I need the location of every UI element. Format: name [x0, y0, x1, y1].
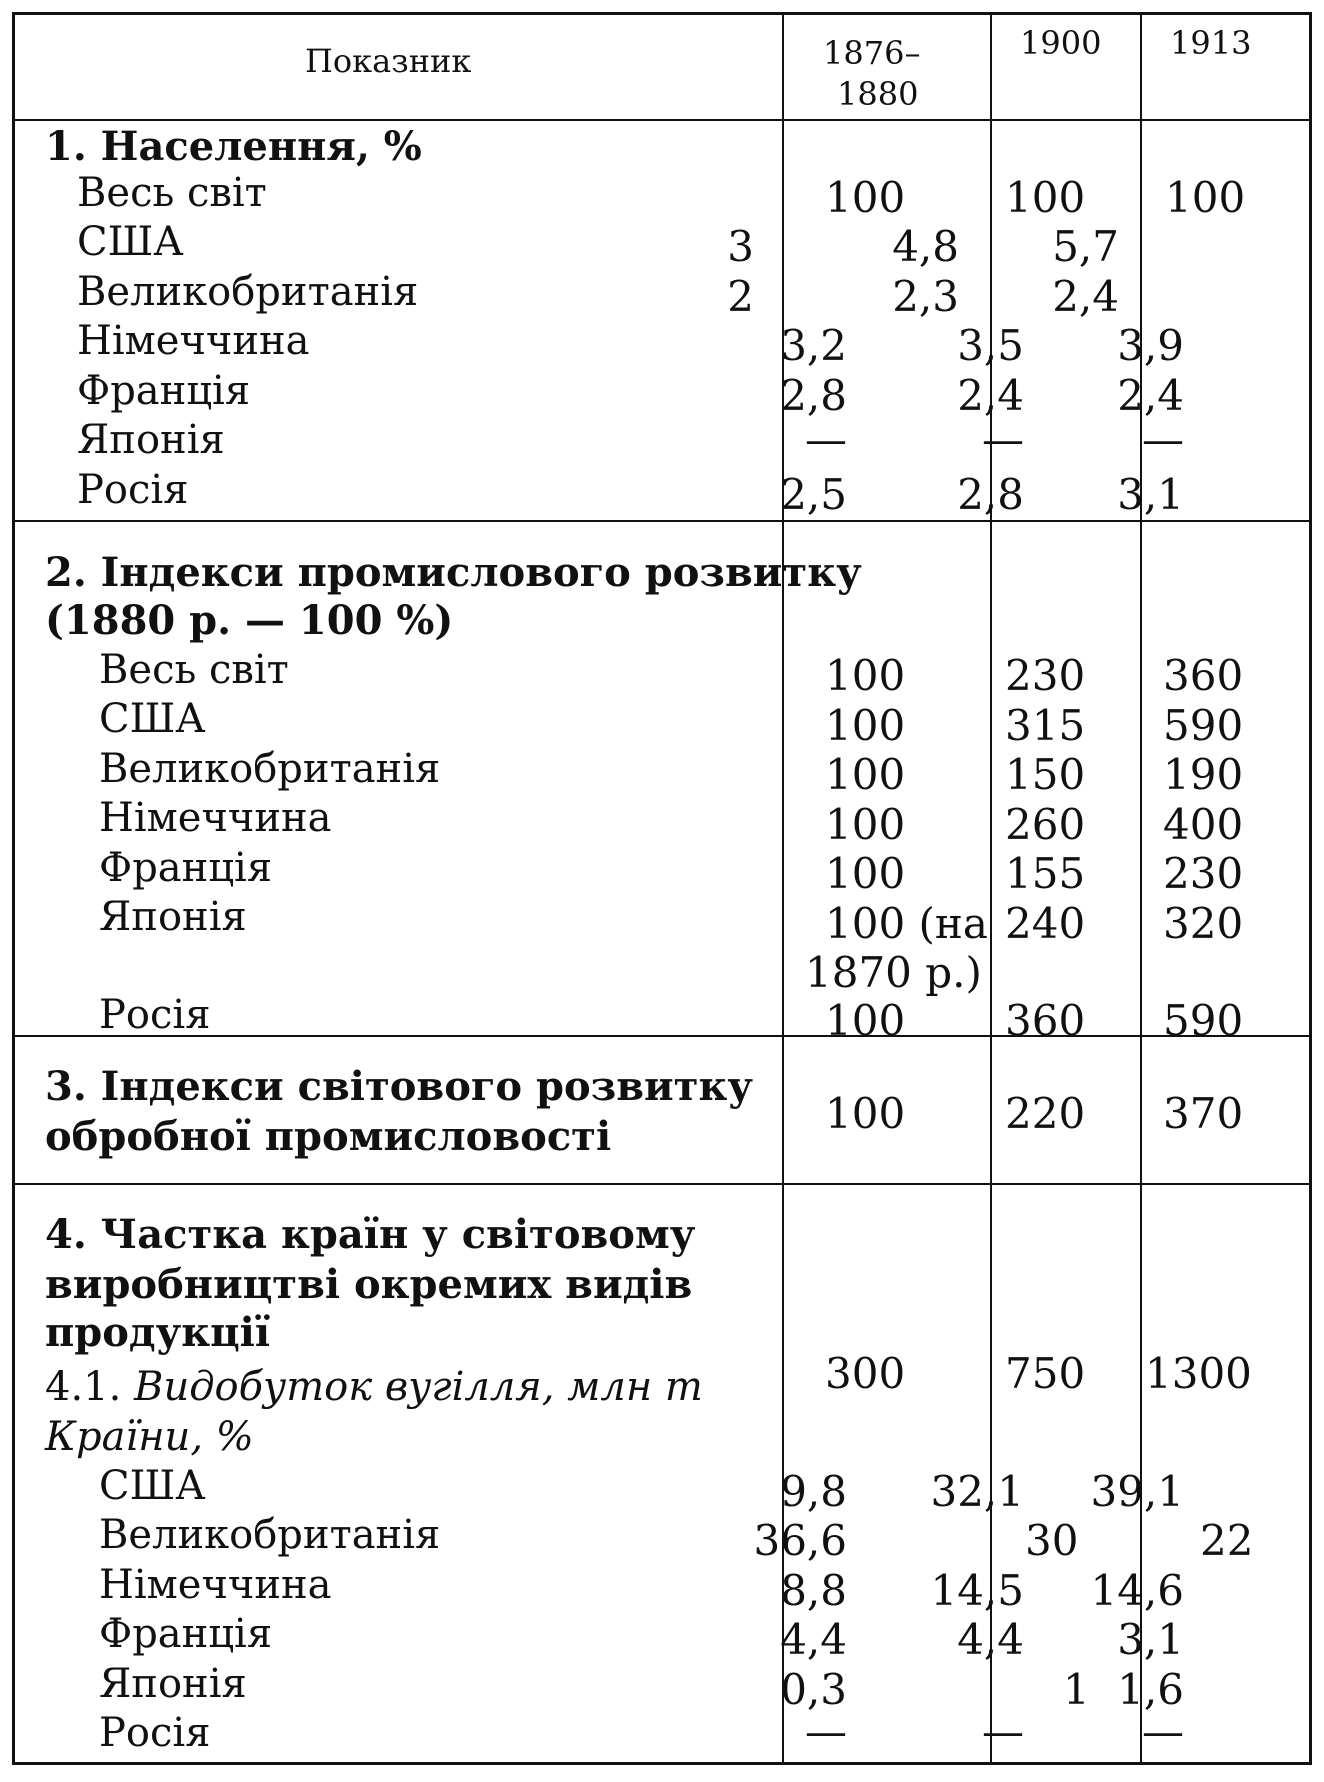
header-indicator: Показник: [305, 42, 472, 80]
row-label: Великобританія: [77, 269, 419, 315]
section-population-title: 1. Населення, %: [45, 123, 422, 170]
row-label: Росія: [77, 467, 189, 513]
row-label: Японія: [77, 417, 225, 463]
coal-prefix: 4.1.: [45, 1364, 135, 1410]
cell-value: 230: [1163, 849, 1244, 898]
cell-value: 1300: [1145, 1349, 1252, 1398]
cell-value: 32,1: [930, 1467, 1024, 1516]
row-label: Франція: [99, 1611, 273, 1657]
section-divider-3: [15, 1183, 1309, 1185]
cell-value: 4,4: [780, 1615, 847, 1664]
cell-value: 3,1: [1117, 470, 1184, 519]
cell-value: 320: [1163, 899, 1244, 948]
cell-value: 400: [1163, 800, 1244, 849]
cell-value: 370: [1163, 1089, 1244, 1138]
cell-value: 2,3: [892, 272, 959, 321]
cell-value: 14,6: [1090, 1566, 1184, 1615]
header-divider: [15, 119, 1309, 121]
row-label: Великобританія: [99, 1512, 441, 1558]
cell-value: 1: [1063, 1665, 1090, 1714]
cell-value: 300: [825, 1349, 906, 1398]
row-label: США: [77, 219, 184, 265]
row-label: Весь світ: [99, 647, 289, 693]
cell-value: —: [1142, 1707, 1184, 1756]
row-label: США: [99, 696, 206, 742]
coal-label: Видобуток вугілля, млн т: [134, 1364, 703, 1410]
cell-value: 3,5: [957, 321, 1024, 370]
row-label: Весь світ: [77, 170, 267, 216]
cell-value: 1870 р.): [805, 948, 982, 997]
cell-value: 100: [825, 651, 906, 700]
cell-value: 4,4: [957, 1615, 1024, 1664]
cell-value: —: [805, 415, 847, 464]
cell-value: 315: [1005, 701, 1086, 750]
cell-value: 100: [825, 750, 906, 799]
section-divider-1: [15, 520, 1309, 522]
cell-value: 3,9: [1117, 321, 1184, 370]
cell-value: 3,1: [1117, 1615, 1184, 1664]
cell-value: 30: [1025, 1516, 1079, 1565]
section-industrial-subtitle: (1880 р. — 100 %): [45, 597, 454, 644]
cell-value: 2,4: [1052, 272, 1119, 321]
cell-value: 100: [1005, 173, 1086, 222]
cell-value: 9,8: [780, 1467, 847, 1516]
countries-label: Країни, %: [45, 1414, 254, 1460]
row-label: Японія: [99, 894, 247, 940]
row-label: Росія: [99, 992, 211, 1038]
cell-value: 360: [1163, 651, 1244, 700]
cell-value: 100: [1165, 173, 1246, 222]
section-share-title-line2: виробництві окремих видів: [45, 1261, 693, 1308]
statistics-table: [12, 12, 1312, 1765]
cell-value: —: [805, 1707, 847, 1756]
cell-value: 2,5: [780, 470, 847, 519]
row-label: Франція: [77, 368, 251, 414]
cell-value: 590: [1163, 701, 1244, 750]
cell-value: 100: [825, 849, 906, 898]
cell-value: 590: [1163, 996, 1244, 1045]
cell-value: 2,8: [957, 470, 1024, 519]
row-label: Великобританія: [99, 746, 441, 792]
cell-value: 750: [1005, 1349, 1086, 1398]
section-manufacturing-subtitle: обробної промисловості: [45, 1113, 612, 1160]
cell-value: 155: [1005, 849, 1086, 898]
cell-value: 260: [1005, 800, 1086, 849]
cell-value: 100: [825, 996, 906, 1045]
section-industrial-title: 2. Індекси промислового розвитку: [45, 549, 862, 596]
cell-value: 100 (на: [825, 899, 988, 948]
cell-value: —: [1142, 415, 1184, 464]
cell-value: 100: [825, 173, 906, 222]
cell-value: 14,5: [930, 1566, 1024, 1615]
cell-value: 150: [1005, 750, 1086, 799]
row-label: Німеччина: [99, 795, 332, 841]
section-manufacturing-title: 3. Індекси світового розвитку: [45, 1063, 753, 1110]
cell-value: 1,6: [1117, 1665, 1184, 1714]
header-1913: 1913: [1170, 24, 1252, 62]
row-label: США: [99, 1463, 206, 1509]
row-label: Німеччина: [99, 1562, 332, 1608]
cell-value: 240: [1005, 899, 1086, 948]
cell-value: 230: [1005, 651, 1086, 700]
header-1876-line2: 1880: [837, 75, 919, 113]
cell-value: 22: [1200, 1516, 1254, 1565]
cell-value: 39,1: [1090, 1467, 1184, 1516]
cell-value: 100: [825, 1089, 906, 1138]
cell-value: 190: [1163, 750, 1244, 799]
cell-value: 0,3: [780, 1665, 847, 1714]
cell-value: 100: [825, 800, 906, 849]
row-label: Франція: [99, 845, 273, 891]
cell-value: 360: [1005, 996, 1086, 1045]
row-label: Росія: [99, 1710, 211, 1756]
cell-value: 3,2: [780, 321, 847, 370]
header-1900: 1900: [1020, 24, 1102, 62]
cell-value: 5,7: [1052, 222, 1119, 271]
cell-value: 2,4: [957, 371, 1024, 420]
coal-row-label: [45, 1364, 703, 1410]
cell-value: —: [982, 1707, 1024, 1756]
cell-value: 3: [727, 222, 754, 271]
cell-value: 2: [727, 272, 754, 321]
cell-value: —: [982, 415, 1024, 464]
row-label: Німеччина: [77, 318, 310, 364]
cell-value: 100: [825, 701, 906, 750]
section-share-title: 4. Частка країн у світовому: [45, 1211, 696, 1258]
cell-value: 220: [1005, 1089, 1086, 1138]
header-1876-line1: 1876–: [823, 34, 921, 72]
cell-value: 2,4: [1117, 371, 1184, 420]
cell-value: 2,8: [780, 371, 847, 420]
cell-value: 8,8: [780, 1566, 847, 1615]
section-share-title-line3: продукції: [45, 1309, 271, 1356]
cell-value: 4,8: [892, 222, 959, 271]
cell-value: 36,6: [753, 1516, 847, 1565]
row-label: Японія: [99, 1661, 247, 1707]
